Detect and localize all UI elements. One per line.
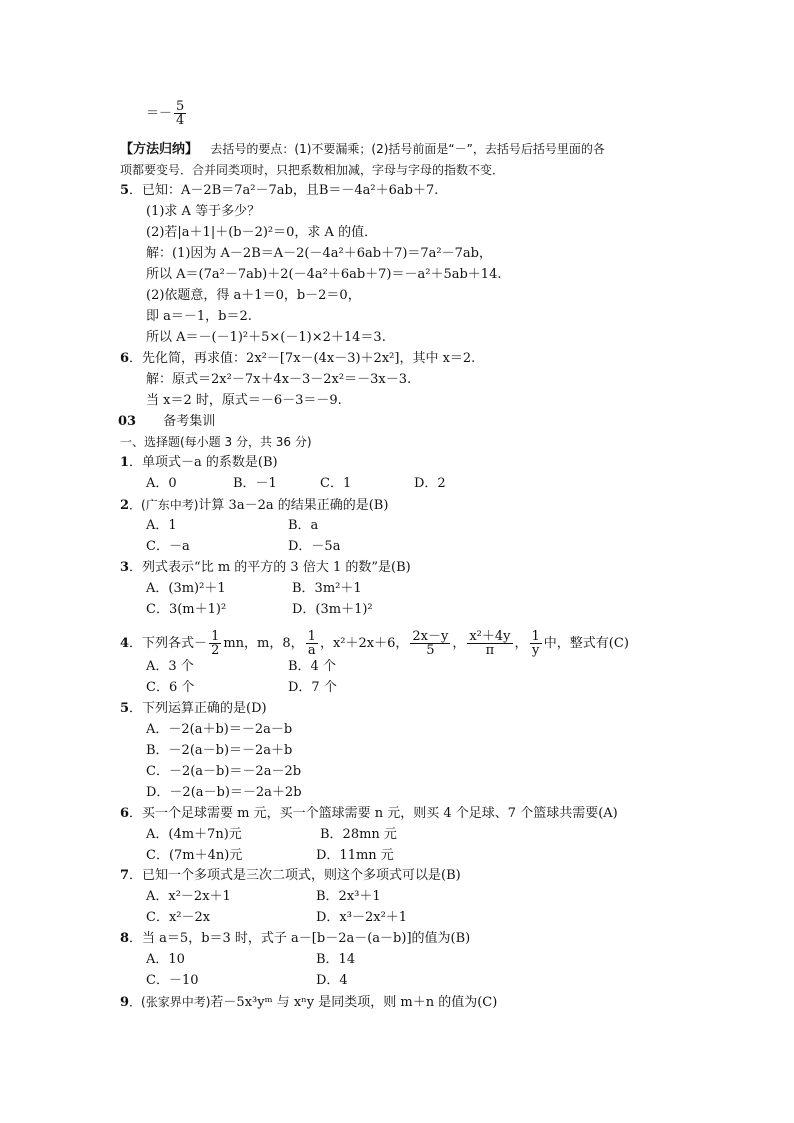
fraction: $\frac{1}{2}$ — [211, 629, 220, 658]
method-summary-line-2: 项都要变号．合并同类项时，只把系数相加减，字母与字母的指数不变． — [120, 163, 505, 177]
section-header — [118, 414, 215, 430]
section-title: 备考集训 — [163, 414, 216, 429]
mc-4-option-a: A．3 个 — [146, 659, 194, 674]
mc-9-stem: 9．(张家界中考)若－5x³yᵐ 与 xⁿy 是同类项，则 m＋n 的值为(C) — [120, 995, 498, 1010]
mc-7-option-b: B．2x³＋1 — [316, 889, 381, 904]
mc-6-option-a: A．(4m＋7n)元 — [146, 827, 242, 842]
mc-4-stem: 4．下列各式－ $\frac{1}{2}$ mn，m，8， $\frac{1}{a}$ ，x²＋2x＋6， $\frac{2x-y}{5}$ ， $\frac{\text{x²＋4y}}{\pi}$ ， $\frac{1}{y}$ 中，整式有(C) — [120, 629, 629, 658]
result-prefix: ＝－ — [146, 106, 173, 121]
mc-2-option-a: A．1 — [146, 518, 177, 533]
question-6-solution-2: 当 x＝2 时，原式＝－6－3＝－9. — [146, 393, 342, 408]
mc-5-option-d: D．－2(a－b)＝－2a＋2b — [146, 785, 302, 800]
mc-8-option-c: C．－10 — [146, 973, 199, 988]
question-5-solution-4: 即 a＝－1，b＝2. — [146, 309, 252, 324]
mc-2-option-b: B．a — [288, 518, 319, 533]
mc-6-option-d: D．11mn 元 — [316, 848, 394, 863]
mc-1-option-a: A．0 — [146, 476, 177, 491]
question-5-solution-2: 所以 A＝(7a²－7ab)＋2(－4a²＋6ab＋7)＝－a²＋5ab＋14. — [146, 267, 502, 282]
section-code: 03 — [118, 414, 137, 429]
mc-7-option-c: C．x²－2x — [146, 910, 211, 925]
mc-1-option-d: D．2 — [414, 476, 446, 491]
mc-7-option-d: D．x³－2x²＋1 — [316, 910, 408, 925]
fraction: $\frac{\text{x²＋4y}}{\pi}$ — [469, 629, 511, 658]
method-tag: 【方法归纳】 — [120, 142, 199, 157]
mc-4-option-c: C．6 个 — [146, 680, 195, 695]
mc-3-option-a: A．(3m)²＋1 — [146, 581, 226, 596]
mc-7-option-a: A．x²－2x＋1 — [146, 889, 231, 904]
method-summary-line-1: 【方法归纳】 去括号的要点：(1)不要漏乘；(2)括号前面是“－”，去括号后括号里面的各 — [120, 142, 605, 157]
mc-1-option-c: C．1 — [320, 476, 352, 491]
mc-3-option-b: B．3m²＋1 — [292, 581, 362, 596]
mc-8-stem: 8．当 a＝5，b＝3 时，式子 a－[b－2a－(a－b)]的值为(B) — [120, 931, 471, 946]
mc-1-option-b: B．－1 — [233, 476, 277, 491]
part-heading: 一、选择题(每小题 3 分，共 36 分) — [120, 435, 312, 449]
question-5-stem: 5．已知：A－2B＝7a²－7ab，且B＝－4a²＋6ab＋7. — [120, 183, 439, 198]
mc-8-option-b: B．14 — [316, 952, 356, 967]
mc-1-stem: 1．单项式－a 的系数是(B) — [120, 455, 278, 470]
question-5-part-1: (1)求 A 等于多少？ — [146, 204, 261, 219]
question-6-solution-1: 解：原式＝2x²－7x＋4x－3－2x²＝－3x－3. — [146, 372, 412, 387]
fraction: $\frac{1}{y}$ — [531, 629, 540, 658]
mc-5-option-b: B．－2(a－b)＝－2a＋b — [146, 743, 293, 758]
mc-3-option-c: C．3(m＋1)² — [146, 602, 227, 617]
mc-3-stem: 3．列式表示“比 m 的平方的 3 倍大 1 的数”是(B) — [120, 560, 411, 575]
mc-4-option-b: B．4 个 — [288, 659, 336, 674]
mc-7-stem: 7．已知一个多项式是三次二项式，则这个多项式可以是(B) — [120, 868, 461, 883]
mc-2-stem: 2．(广东中考)计算 3a－2a 的结果正确的是(B) — [120, 498, 389, 513]
question-5-solution-5: 所以 A＝－(－1)²＋5×(－1)×2＋14＝3. — [146, 330, 386, 345]
question-6-stem: 6．先化简，再求值：2x²－[7x－(4x－3)＋2x²]，其中 x＝2. — [120, 351, 476, 366]
question-5-solution-3: (2)依题意，得 a＋1＝0，b－2＝0， — [146, 288, 361, 303]
mc-6-option-c: C．(7m＋4n)元 — [146, 848, 243, 863]
mc-4-option-d: D．7 个 — [288, 680, 337, 695]
mc-5-stem: 5．下列运算正确的是(D) — [120, 701, 267, 716]
question-5-solution-1: 解：(1)因为 A－2B＝A－2(－4a²＋6ab＋7)＝7a²－7ab， — [146, 246, 492, 261]
question-5-part-2: (2)若|a＋1|＋(b－2)²＝0，求 A 的值． — [146, 225, 378, 240]
mc-8-option-d: D．4 — [316, 973, 348, 988]
fraction: $\frac{5}{4}$ — [176, 99, 185, 128]
mc-3-option-d: D．(3m＋1)² — [292, 602, 373, 617]
fraction: $\frac{1}{a}$ — [307, 629, 316, 658]
fraction: $\frac{2x-y}{5}$ — [412, 629, 449, 658]
mc-2-option-d: D．－5a — [288, 539, 341, 554]
mc-6-option-b: B．28mn 元 — [320, 827, 397, 842]
mc-2-option-c: C．－a — [146, 539, 190, 554]
mc-8-option-a: A．10 — [146, 952, 185, 967]
mc-5-option-c: C．－2(a－b)＝－2a－2b — [146, 764, 302, 779]
mc-6-stem: 6．买一个足球需要 m 元，买一个篮球需要 n 元，则买 4 个足球、7 个篮球共需要(A) — [120, 806, 618, 821]
mc-5-option-a: A．－2(a＋b)＝－2a－b — [146, 722, 293, 737]
result-line — [146, 100, 188, 127]
